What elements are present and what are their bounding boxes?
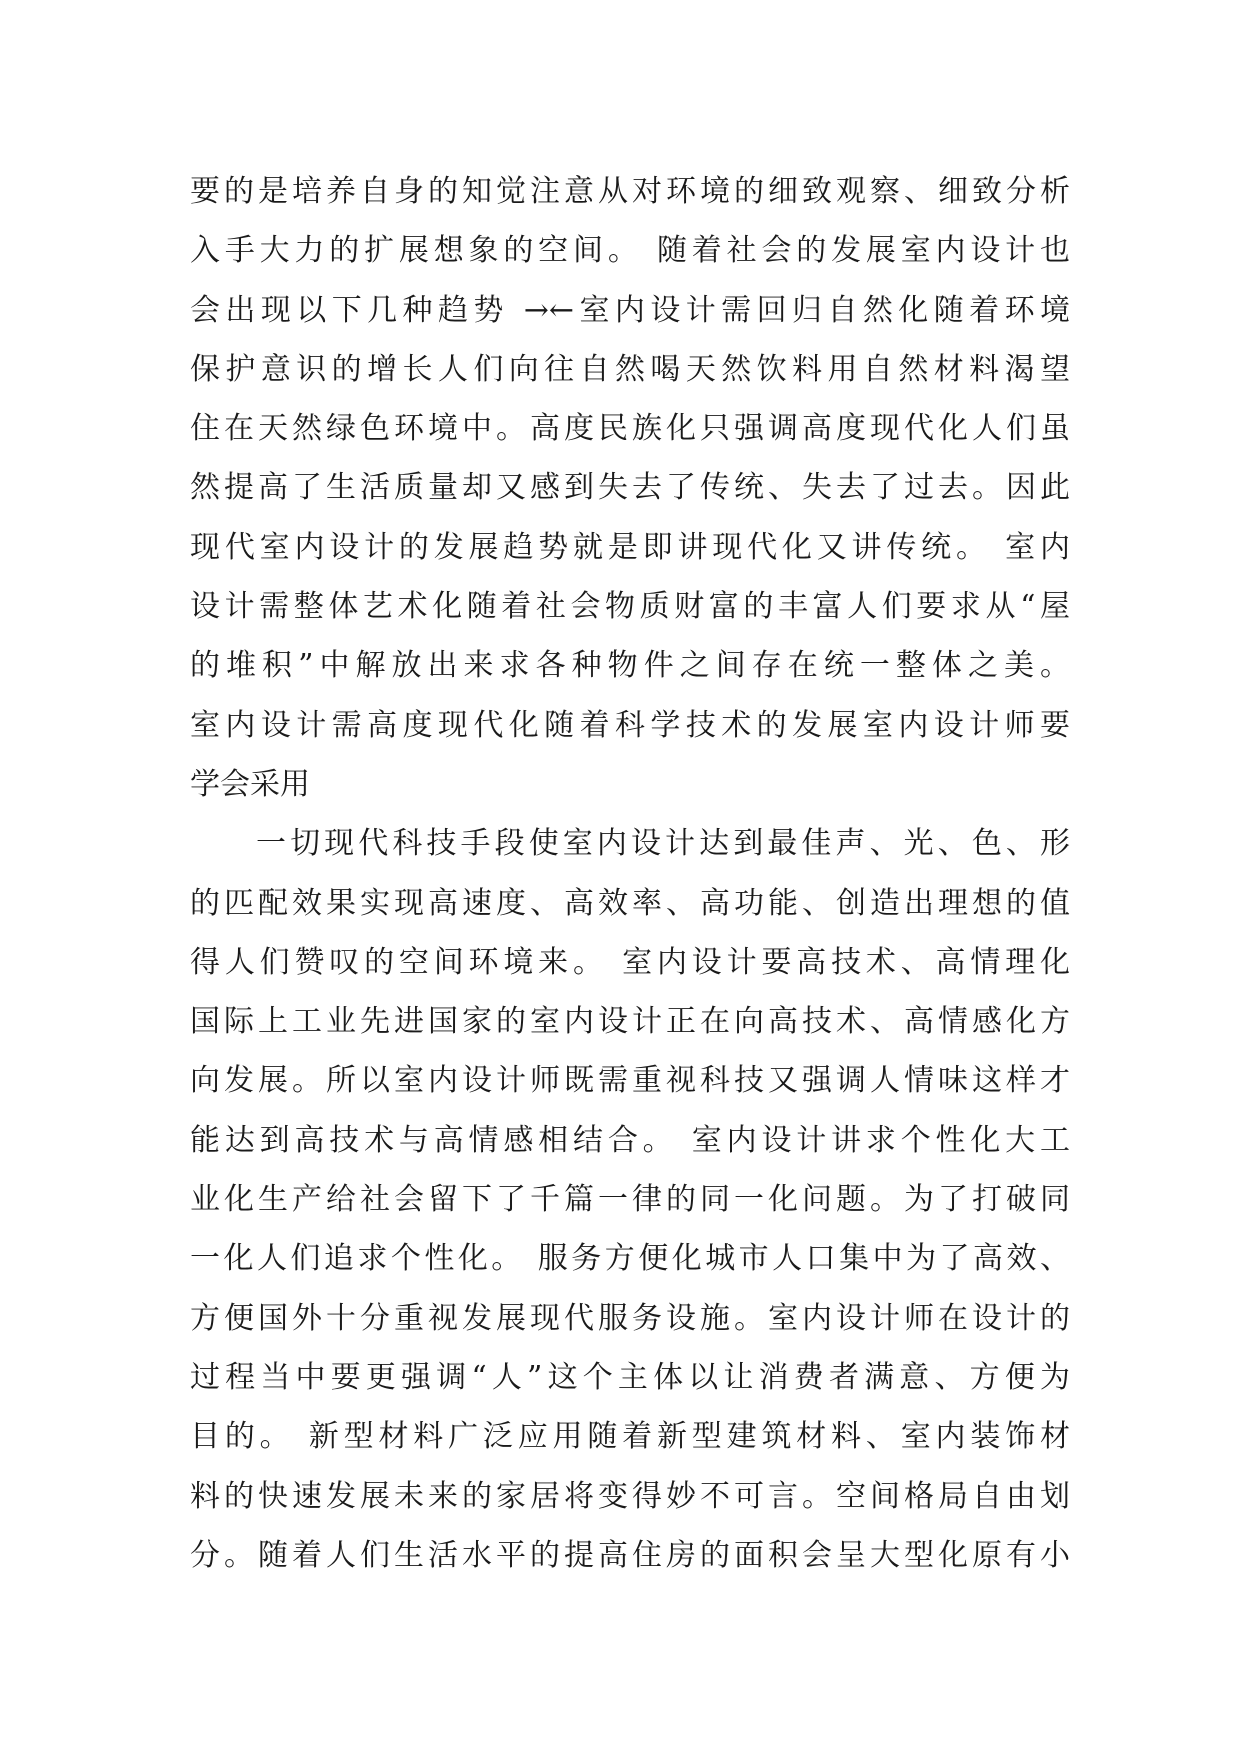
text-line: 的匹配效果实现高速度、高效率、高功能、创造出理想的值: [190, 885, 1070, 921]
text-line: 保护意识的增长人们向往自然喝天然饮料用自然材料渴望: [190, 351, 1070, 387]
text-line: 要的是培养自身的知觉注意从对环境的细致观察、细致分析: [190, 174, 1070, 209]
text-line: 一化人们追求个性化。 服务方便化城市人口集中为了高效、: [190, 1241, 1070, 1277]
paragraph-2: [190, 814, 1070, 1585]
text-line: 目的。 新型材料广泛应用随着新型建筑材料、室内装饰材: [190, 1419, 1070, 1455]
text-line: 设计需整体艺术化随着社会物质财富的丰富人们要求从“屋: [190, 589, 1070, 625]
text-line: 过程当中要更强调“人”这个主体以让消费者满意、方便为: [190, 1359, 1070, 1395]
text-line: 的堆积”中解放出来求各种物件之间存在统一整体之美。: [190, 648, 1070, 684]
text-line: 料的快速发展未来的家居将变得妙不可言。空间格局自由划: [190, 1478, 1070, 1514]
body-text: [190, 162, 1070, 1585]
text-line: 现代室内设计的发展趋势就是即讲现代化又讲传统。 室内: [190, 529, 1070, 565]
text-line: 学会采用: [190, 766, 310, 802]
text-line: 业化生产给社会留下了千篇一律的同一化问题。为了打破同: [190, 1182, 1070, 1218]
text-line: 得人们赞叹的空间环境来。 室内设计要高技术、高情理化: [190, 944, 1070, 980]
text-line: 向发展。所以室内设计师既需重视科技又强调人情味这样才: [190, 1063, 1070, 1099]
text-line: 国际上工业先进国家的室内设计正在向高技术、高情感化方: [190, 1004, 1070, 1040]
text-line: 分。随着人们生活水平的提高住房的面积会呈大型化原有小: [190, 1537, 1070, 1573]
text-line: 入手大力的扩展想象的空间。 随着社会的发展室内设计也: [190, 233, 1070, 269]
paragraph-1: [190, 162, 1070, 814]
text-line: 方便国外十分重视发展现代服务设施。室内设计师在设计的: [190, 1300, 1070, 1336]
text-line: 能达到高技术与高情感相结合。 室内设计讲求个性化大工: [190, 1122, 1070, 1158]
text-line: 一切现代科技手段使室内设计达到最佳声、光、色、形: [256, 826, 1070, 862]
text-line: 然提高了生活质量却又感到失去了传统、失去了过去。因此: [190, 470, 1070, 506]
text-line: 室内设计需高度现代化随着科学技术的发展室内设计师要: [190, 707, 1070, 743]
text-line: 住在天然绿色环境中。高度民族化只强调高度现代化人们虽: [190, 411, 1070, 447]
text-line: 会出现以下几种趋势 →←室内设计需回归自然化随着环境: [190, 292, 1070, 328]
